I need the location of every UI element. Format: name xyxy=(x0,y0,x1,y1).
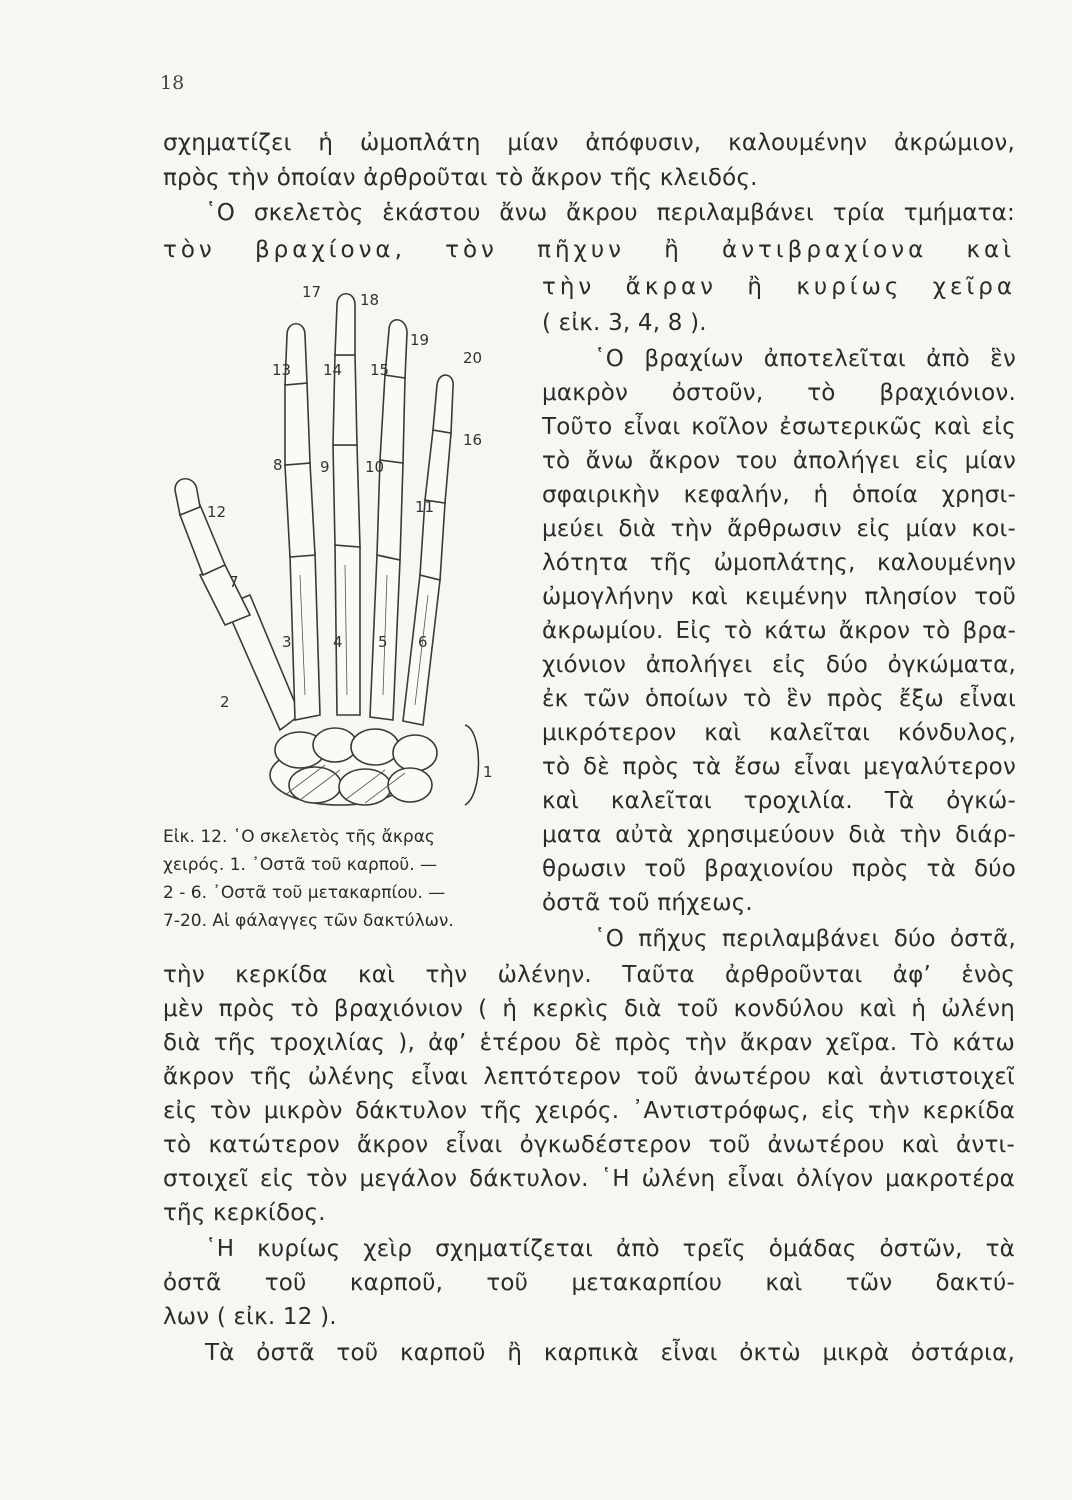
text-line: τὴν κερκίδα καὶ τὴν ὠλένην. Ταῦτα ἀρθροῦνται ἀφ’ ἑνὸς xyxy=(163,962,1015,988)
text-line: λων ( εἰκ. 12 ). xyxy=(163,1304,337,1330)
figure-label: 9 xyxy=(320,458,330,476)
figure-label: 8 xyxy=(273,456,283,474)
text-line: λότητα τῆς ὠμοπλάτης, καλουμένην xyxy=(542,550,1016,576)
figure-caption-line: χειρός. 1. ᾿Οστᾶ τοῦ καρποῦ. — xyxy=(163,855,438,875)
text-line: ῾Ο πῆχυς περιλαμβάνει δύο ὀστᾶ, xyxy=(594,926,1016,952)
figure-label: 2 xyxy=(220,693,230,711)
text-line: σχηματίζει ἡ ὠμοπλάτη μίαν ἀπόφυσιν, καλουμένην ἀκρώμιον, xyxy=(163,130,1015,156)
text-line: θρωσιν τοῦ βραχιονίου πρὸς τὰ δύο xyxy=(542,856,1016,882)
figure-label: 12 xyxy=(207,503,227,521)
text-line: στοιχεῖ εἰς τὸν μεγάλον δάκτυλον. ῾Η ὠλένη εἶναι ὀλίγον μακροτέρα xyxy=(163,1166,1015,1192)
little-finger-phalanges xyxy=(420,375,453,580)
index-finger-phalanges xyxy=(285,324,315,557)
page-number: 18 xyxy=(160,72,185,94)
carpal-bracket xyxy=(465,725,479,805)
text-line: σφαιρικὴν κεφαλήν, ἡ ὁποία χρησι- xyxy=(542,482,1016,508)
figure-label: 13 xyxy=(272,361,292,379)
figure-label: 15 xyxy=(370,361,390,379)
carpal-bones xyxy=(270,728,437,805)
text-line: ἄκρον τῆς ὠλένης εἶναι λεπτότερον τοῦ ἀνωτέρου καὶ ἀντιστοιχεῖ xyxy=(163,1064,1015,1090)
figure-label: 5 xyxy=(378,633,388,651)
thumb-phalanges xyxy=(175,479,250,625)
text-line: τὸ κατώτερον ἄκρον εἶναι ὀγκωδέστερον τοῦ ἀνωτέρου καὶ ἀντι- xyxy=(163,1132,1015,1158)
figure-label: 4 xyxy=(333,633,343,651)
figure-label: 1 xyxy=(483,763,493,781)
figure-caption-line: Εἰκ. 12. ῾Ο σκελετὸς τῆς ἄκρας xyxy=(163,827,435,847)
text-line: τὸν βραχίονα, τὸν πῆχυν ἢ ἀντιβραχίονα καὶ xyxy=(163,237,1015,263)
text-line: ἀκρωμίου. Εἰς τὸ κάτω ἄκρον τὸ βρα- xyxy=(542,618,1016,644)
text-line: ὀστᾶ τοῦ πήχεως. xyxy=(542,890,753,916)
figure-label: 16 xyxy=(463,431,483,449)
text-line: τὴν ἄκραν ἢ κυρίως χεῖρα xyxy=(542,274,1016,300)
figure-label: 19 xyxy=(410,331,430,349)
figure-label: 11 xyxy=(415,498,435,516)
text-line: μὲν πρὸς τὸ βραχιόνιον ( ἡ κερκὶς διὰ τοῦ κονδύλου καὶ ἡ ὠλένη xyxy=(163,996,1015,1022)
text-line: μακρὸν ὀστοῦν, τὸ βραχιόνιον. xyxy=(542,380,1016,406)
text-line: χιόνιον ἀπολήγει εἰς δύο ὀγκώματα, xyxy=(542,652,1016,678)
figure-label: 10 xyxy=(365,458,385,476)
figure-label: 18 xyxy=(360,291,380,309)
text-line: ῾Ο βραχίων ἀποτελεῖται ἀπὸ ἓν xyxy=(594,346,1016,372)
figure-label: 7 xyxy=(229,573,239,591)
text-line: ῾Ο σκελετὸς ἑκάστου ἄνω ἄκρου περιλαμβάνει τρία τμήματα: xyxy=(205,200,1015,226)
text-line: μεύει διὰ τὴν ἄρθρωσιν εἰς μίαν κοι- xyxy=(542,516,1016,542)
text-line: καὶ καλεῖται τροχιλία. Τὰ ὀγκώ- xyxy=(542,788,1016,814)
text-line: Τὰ ὀστᾶ τοῦ καρποῦ ἢ καρπικὰ εἶναι ὀκτὼ μικρὰ ὀστάρια, xyxy=(205,1340,1015,1366)
figure-label: 3 xyxy=(282,633,292,651)
middle-finger-phalanges xyxy=(333,294,360,547)
figure-caption-line: 7-20. Αἱ φάλαγγες τῶν δακτύλων. xyxy=(163,911,454,931)
figure-label: 14 xyxy=(323,361,343,379)
hand-skeleton-illustration xyxy=(165,275,510,830)
text-line: ὀστᾶ τοῦ καρποῦ, τοῦ μετακαρπίου καὶ τῶν δακτύ- xyxy=(163,1270,1015,1296)
text-line: τὸ ἄνω ἄκρον του ἀπολήγει εἰς μίαν xyxy=(542,448,1016,474)
figure-caption-line: 2 - 6. ᾿Οστᾶ τοῦ μετακαρπίου. — xyxy=(163,883,446,903)
figure-label: 20 xyxy=(463,349,483,367)
text-line: μικρότερον καὶ καλεῖται κόνδυλος, xyxy=(542,720,1016,746)
ring-finger-phalanges xyxy=(377,320,407,560)
text-line: τὸ δὲ πρὸς τὰ ἔσω εἶναι μεγαλύτερον xyxy=(542,754,1016,780)
text-line: διὰ τῆς τροχιλίας ), ἀφ’ ἑτέρου δὲ πρὸς τὴν ἄκραν χεῖρα. Τὸ κάτω xyxy=(163,1030,1015,1056)
text-line: ἐκ τῶν ὁποίων τὸ ἓν πρὸς ἔξω εἶναι xyxy=(542,686,1016,712)
text-line: τῆς κερκίδος. xyxy=(163,1200,326,1226)
hand-skeleton-figure xyxy=(165,275,510,830)
text-line: εἰς τὸν μικρὸν δάκτυλον τῆς χειρός. ᾿Αντιστρόφως, εἰς τὴν κερκίδα xyxy=(163,1098,1015,1124)
text-line: ὠμογλήνην καὶ κειμένην πλησίον τοῦ xyxy=(542,584,1016,610)
text-line: ( εἰκ. 3, 4, 8 ). xyxy=(542,310,707,336)
figure-label: 6 xyxy=(418,633,428,651)
figure-label: 17 xyxy=(302,283,322,301)
text-line: ῾Η κυρίως χεὶρ σχηματίζεται ἀπὸ τρεῖς ὁμάδας ὀστῶν, τὰ xyxy=(205,1236,1015,1262)
text-line: ματα αὐτὰ χρησιμεύουν διὰ τὴν διάρ- xyxy=(542,822,1016,848)
text-line: πρὸς τὴν ὁποίαν ἀρθροῦται τὸ ἄκρον τῆς κλειδός. xyxy=(163,165,758,191)
text-line: Τοῦτο εἶναι κοῖλον ἐσωτερικῶς καὶ εἰς xyxy=(542,414,1016,440)
